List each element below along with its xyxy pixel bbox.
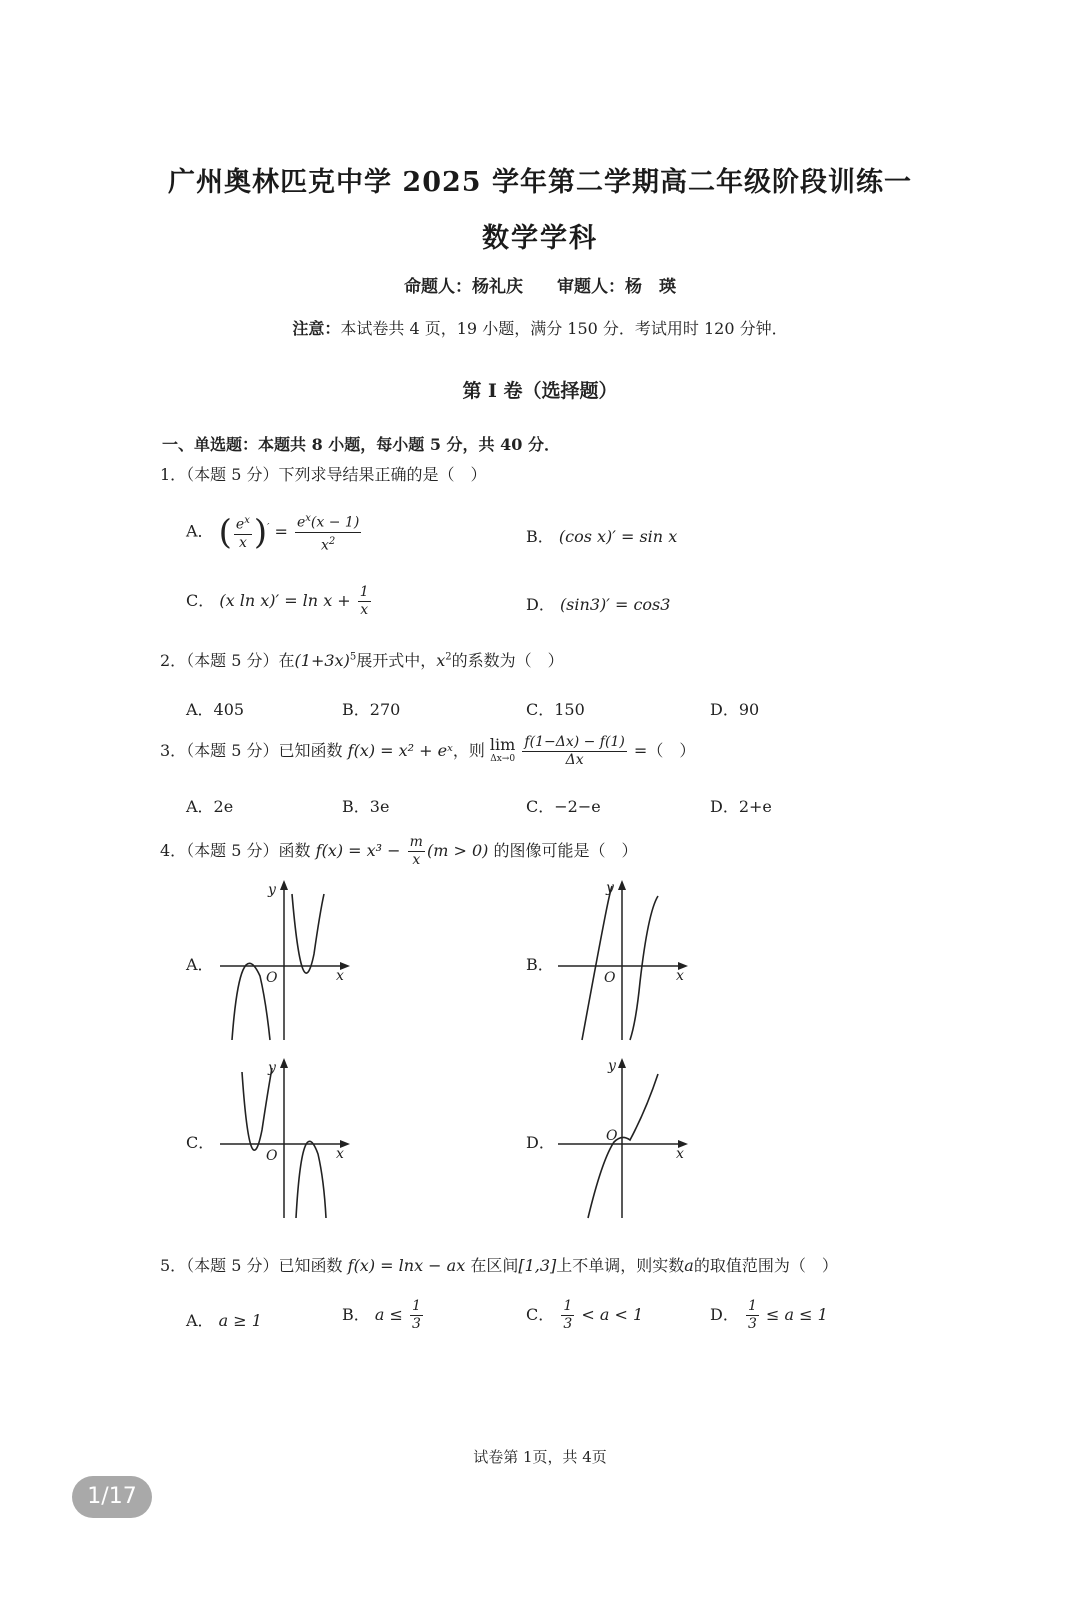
q2-option-b[interactable]: B．270 [342,700,401,719]
q3-option-a[interactable]: A．2e [186,797,234,816]
x-label: x [676,1146,684,1162]
page-indicator[interactable]: 1/17 [72,1476,152,1518]
q4-frac-num: m [409,834,423,850]
x-label: x [336,1146,344,1162]
q4-graph-a[interactable] [210,872,360,1044]
q5-d-text: ≤ a ≤ 1 [765,1305,828,1324]
notice-line [0,316,1080,339]
q4-graph-c[interactable] [210,1050,360,1222]
q2-expr: (1+3x) [294,651,350,670]
question-2 [160,648,564,671]
exam-subject: 数学学科 [482,223,598,254]
curve-left [232,963,270,1040]
y-label: y [606,880,614,896]
q3-lim-sub: Δx→0 [490,753,516,764]
q1-a-label: A． [186,521,214,541]
q5-d-num: 1 [747,1298,757,1314]
q1-option-a[interactable]: A． ( $\frac{e^x}{x}$ )′ = $\frac{e^x(x - 1)}{x^2}$ [186,510,363,554]
q2-exp: 5 [349,651,357,663]
origin-label: O [266,1148,278,1164]
q1-option-c[interactable]: C． (x ln x)′ = ln x + $\frac{1}{x}$ [186,584,369,618]
curve [588,1074,658,1218]
q5-var: a [684,1256,694,1275]
question-4 [160,834,637,869]
q3-mid: ，则 [452,741,485,760]
q1-option-d[interactable] [526,592,670,615]
y-label: y [268,882,276,898]
q4-suffix: 的图像可能是（ ） [493,841,638,860]
y-label: y [268,1060,276,1076]
q1-c-text: (x ln x)′ = ln x + [219,591,351,610]
origin-label: O [266,970,278,986]
q4-graph-b[interactable] [552,872,702,1044]
q4-a-label: A． [186,955,214,974]
question-5 [160,1253,838,1276]
curve-left [582,886,612,1040]
q5-b-text: a ≤ [374,1305,403,1324]
notice-label: 注意： [292,319,341,338]
origin-label: O [604,970,616,986]
q4-frac-den: x [412,852,421,868]
q2-term: x [436,651,446,670]
q4-func-b: (m > 0) [426,841,489,860]
authors-line [0,272,1080,297]
q5-func: f(x) = lnx − ax [347,1256,466,1275]
q3-func: f(x) = x² + eˣ [347,741,453,760]
q3-den: Δx [565,752,584,768]
q1-d-text: (sin3)′ = cos3 [559,595,671,614]
q5-c-num: 1 [563,1298,573,1314]
q5-suffix2: 的取值范围为（ ） [693,1256,838,1275]
x-label: x [336,968,344,984]
curve-right [630,896,658,1040]
q1-option-b[interactable] [526,524,677,547]
q1-d-label: D． [526,595,555,614]
origin-label: O [606,1128,618,1144]
q5-d-label: D． [710,1305,739,1324]
q5-c-text: < a < 1 [581,1305,644,1324]
reviewer: 审题人：杨 瑛 [556,277,676,297]
curve-right [292,894,324,973]
q5-option-c[interactable] [526,1298,643,1333]
curve-left [242,1068,272,1150]
q4-c-label: C． [186,1133,215,1152]
page-footer: 试卷第 1页，共 4页 [473,1448,607,1466]
q5-a-text: a ≥ 1 [218,1311,262,1330]
y-arrow-icon [280,880,288,890]
q5-d-den: 3 [747,1316,757,1332]
q1-b-label: B． [526,527,554,546]
q3-option-c[interactable]: C．−2−e [526,797,601,816]
q1-c-label: C． [186,591,215,610]
part-title: 第 I 卷（选择题） [462,380,618,402]
q2-option-d[interactable]: D．90 [710,700,760,719]
q5-prefix: 5．（本题 5 分）已知函数 [160,1256,343,1275]
q2-term-exp: 2 [445,651,452,663]
y-arrow-icon [618,880,626,890]
q5-a-label: A． [186,1311,214,1330]
q3-option-b[interactable]: B．3e [342,797,390,816]
q3-num: f(1−Δx) − f(1) [524,734,625,750]
q5-b-label: B． [342,1305,370,1324]
q4-d-label: D． [526,1133,555,1152]
q5-mid: 在区间 [470,1256,519,1275]
q3-option-d[interactable]: D．2+e [710,797,772,816]
notice-text: 本试卷共 4 页，19 小题，满分 150 分．考试用时 120 分钟． [340,319,788,338]
q5-b-den: 3 [411,1316,421,1332]
q2-option-a[interactable]: A．405 [186,700,245,719]
q5-b-num: 1 [411,1298,421,1314]
q3-lim: lim [489,734,516,754]
section-title: 一、单选题：本题共 8 小题，每小题 5 分，共 40 分． [162,435,560,454]
q5-suffix: 上不单调，则实数 [556,1256,685,1275]
q4-func-a: f(x) = x³ − [315,841,401,860]
q5-c-label: C． [526,1305,555,1324]
q5-interval: [1,3] [518,1256,557,1275]
y-arrow-icon [618,1058,626,1068]
q2-suffix: 展开式中， [356,651,437,670]
q4-prefix: 4．（本题 5 分）函数 [160,841,311,860]
q3-prefix: 3．（本题 5 分）已知函数 [160,741,343,760]
q1-b-text: (cos x)′ = sin x [558,527,678,546]
author: 命题人：杨礼庆 [404,277,524,297]
y-label: y [608,1058,616,1074]
q2-prefix: 2．（本题 5 分）在 [160,651,295,670]
q5-option-d[interactable] [710,1298,828,1333]
question-1: 1．（本题 5 分）下列求导结果正确的是（ ） [160,465,487,484]
curve-right [296,1141,326,1218]
q2-option-c[interactable]: C．150 [526,700,585,719]
q5-option-a[interactable] [186,1308,262,1331]
exam-title: 广州奥林匹克中学 2025 学年第二学期高二年级阶段训练一 [168,167,912,198]
q4-graph-d[interactable] [552,1050,702,1222]
q4-b-label: B． [526,955,554,974]
x-label: x [676,968,684,984]
question-3 [160,734,695,769]
y-arrow-icon [280,1058,288,1068]
q5-c-den: 3 [563,1316,573,1332]
q5-option-b[interactable] [342,1298,425,1333]
q3-suffix: =（ ） [633,741,696,760]
q2-suffix2: 的系数为（ ） [451,651,564,670]
